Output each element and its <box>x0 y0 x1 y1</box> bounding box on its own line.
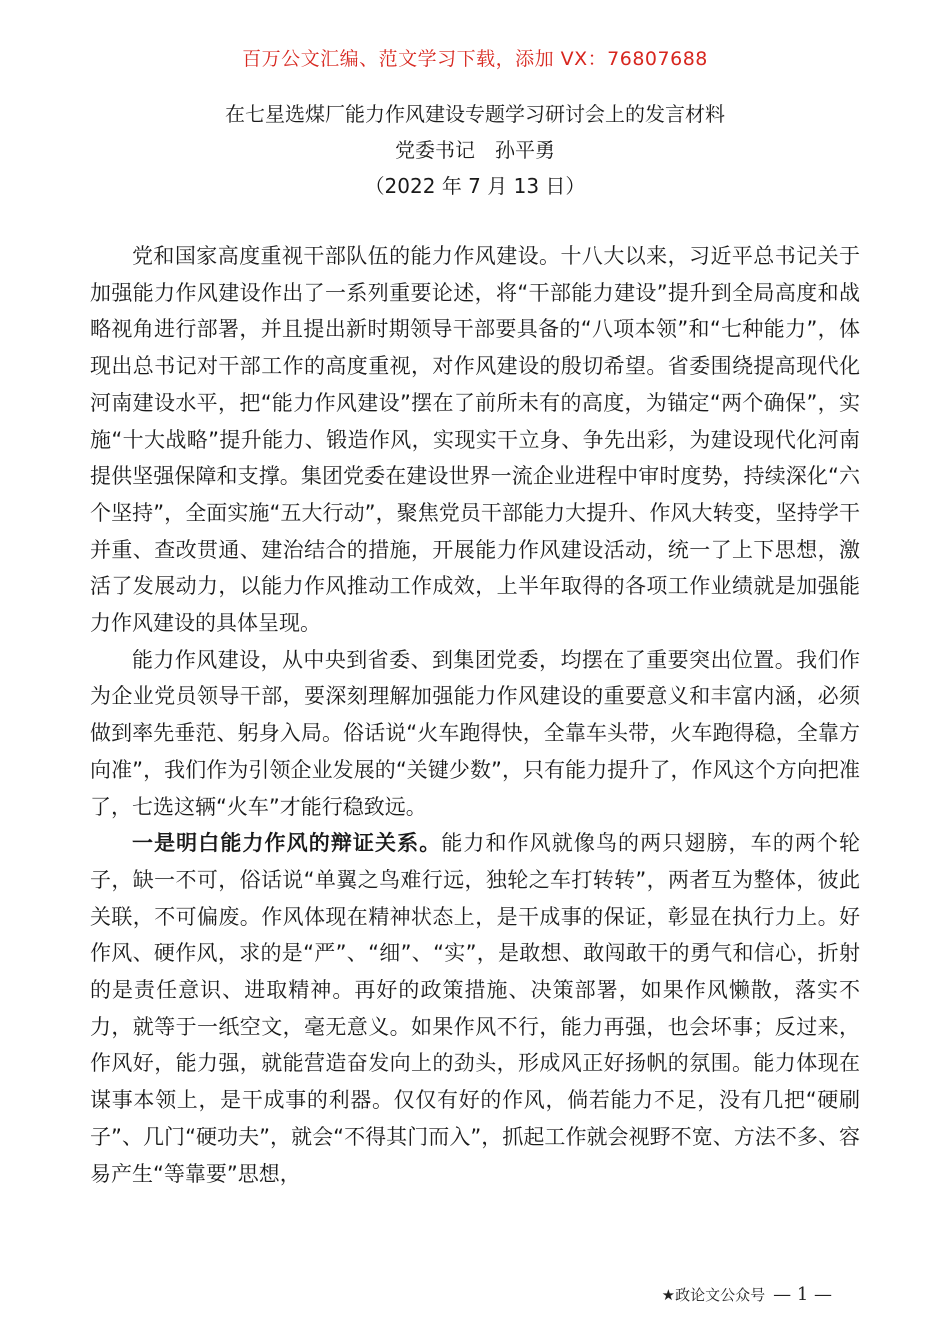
title-block <box>0 96 950 204</box>
paragraph-2: 能力作风建设，从中央到省委、到集团党委，均摆在了重要突出位置。我们作为企业党员领导干部，要深刻理解加强能力作风建设的重要意义和丰富内涵，必须做到率先垂范、躬身入局。俗话说“火车跑得快，全靠车头带，火车跑得稳，全靠方向准”，我们作为引领企业发展的“关键少数”，只有能力提升了，作风这个方向把准了，七选这辆“火车”才能行稳致远。 <box>90 647 860 819</box>
date-line: （2022 年 7 月 13 日） <box>364 174 586 198</box>
body-text <box>90 238 860 1192</box>
paragraph-3-text: 能力和作风就像鸟的两只翅膀，车的两个轮子，缺一不可，俗话说“单翼之鸟难行远，独轮之车打转转”，两者互为整体，彼此关联，不可偏废。作风体现在精神状态上，是干成事的保证，彰显在执行力上。好作风、硬作风，求的是“严”、“细”、“实”，是敢想、敢闯敢干的勇气和信心，折射的是责任意识、进取精神。再好的政策措施、决策部署，如果作风懒散，落实不力，就等于一纸空文，毫无意义。如果作风不行，能力再强，也会坏事；反过来，作风好，能力强，就能营造奋发向上的劲头，形成风正好扬帆的氛围。能力体现在谋事本领上，是干成事的利器。仅仅有好的作风，倘若能力不足，没有几把“硬刷子”、几门“硬功夫”，就会“不得其门而入”，抓起工作就会视野不宽、方法不多、容易产生“等靠要”思想， <box>90 831 860 1186</box>
author-line: 党委书记 孙平勇 <box>395 138 555 162</box>
page-footer <box>662 1284 832 1305</box>
header-banner: 百万公文汇编、范文学习下载，添加 VX：76807688 <box>242 48 708 70</box>
footer-source: ★政论文公众号 <box>661 1286 766 1304</box>
document-title: 在七星选煤厂能力作风建设专题学习研讨会上的发言材料 <box>225 102 725 126</box>
paragraph-1: 党和国家高度重视干部队伍的能力作风建设。十八大以来，习近平总书记关于加强能力作风建设作出了一系列重要论述，将“干部能力建设”提升到全局高度和战略视角进行部署，并且提出新时期领导干部要具备的“八项本领”和“七种能力”，体现出总书记对干部工作的高度重视，对作风建设的殷切希望。省委围绕提高现代化河南建设水平，把“能力作风建设”摆在了前所未有的高度，为锚定“两个确保”，实施“十大战略”提升能力、锻造作风，实现实干立身、争先出彩，为建设现代化河南提供坚强保障和支撑。集团党委在建设世界一流企业进程中审时度势，持续深化“六个坚持”，全面实施“五大行动”，聚焦党员干部能力大提升、作风大转变，坚持学干并重、查改贯通、建治结合的措施，开展能力作风建设活动，统一了上下思想，激活了发展动力，以能力作风推动工作成效，上半年取得的各项工作业绩就是加强能力作风建设的具体呈现。 <box>90 244 860 636</box>
paragraph-3-lead: 一是明白能力作风的辩证关系。 <box>132 831 442 856</box>
paragraph-3 <box>90 825 860 1192</box>
page-number: — 1 — <box>773 1284 832 1305</box>
